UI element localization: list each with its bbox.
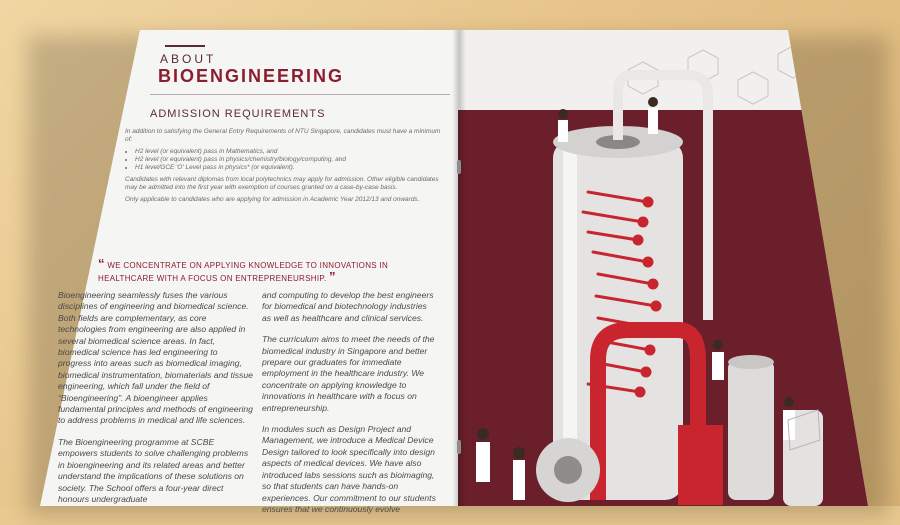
red-vial: [678, 425, 723, 505]
about-rule: [165, 45, 205, 47]
pull-quote: [98, 258, 428, 284]
about-label: ABOUT: [160, 52, 217, 66]
admission-note: Candidates with relevant diplomas from local polytechnics may apply for admission. Other eligible candidates may be admitted into the first year with exemption of courses granted on a case-by-case basis.: [125, 176, 439, 191]
admission-heading: ADMISSION REQUIREMENTS: [150, 108, 326, 120]
body-column-2: [262, 290, 437, 525]
admission-footnote: Only applicable to candidates who are applying for admission in Academic Year 2012/13 and onwards.: [125, 196, 420, 203]
body-paragraph: In modules such as Design Project and Management, we introduce a Medical Device Design tailored to look specifically into design aspects of medical devices. We have also introduced labs sessions such as bioimaging, so that students can have hands-on experiences. Our commitment to our students ensures that we continuously evolve: [262, 424, 436, 514]
staple: [457, 160, 461, 174]
page-title: BIOENGINEERING: [158, 66, 345, 86]
admission-intro: In addition to satisfying the General Entry Requirements of NTU Singapore, candidates must have a minimum of:: [125, 128, 441, 143]
book-gutter: [452, 30, 466, 506]
quote-text: WE CONCENTRATE ON APPLYING KNOWLEDGE TO INNOVATIONS IN HEALTHCARE WITH A FOCUS ON ENTREPRENEURSHIP.: [98, 261, 389, 283]
staple: [457, 440, 461, 454]
quote-close-mark: ”: [329, 269, 336, 284]
admission-item: • H2 level (or equivalent) pass in physics/chemistry/biology/computing, and: [135, 156, 445, 164]
admission-item: • H2 level (or equivalent) pass in Mathematics, and: [135, 148, 445, 156]
admission-text: [125, 128, 445, 208]
body-column-1: [58, 290, 253, 515]
body-paragraph: Bioengineering seamlessly fuses the various disciplines of engineering and biomedical science. Both fields are complementary, as core technologies from engineering are also applied in several biomedical science areas. In fact, biomedical science has led engineering to progress into areas such as biomedical imaging, biomedical instrumentation, biomaterials and tissue engineering, which fall under the field of “Bioengineering”. A bioengineer applies fundamental principles and methods of engineering to address problems in medical and life sciences.: [58, 290, 253, 426]
admission-item: • H1 level/GCE 'O' Level pass in physics* (or equivalent).: [135, 164, 445, 172]
body-paragraph: The Bioengineering programme at SCBE empowers students to solve challenging problems in bioengineering and its related areas and better understand the implications of these solutions on society. The School offers a four-year direct honours undergraduate: [58, 436, 249, 504]
side-tank: [728, 360, 774, 500]
title-divider: [150, 94, 450, 95]
body-paragraph: and computing to develop the best engineers for biomedical and biotechnology industries as well as healthcare and clinical services.: [262, 290, 434, 323]
quote-open-mark: “: [98, 256, 105, 271]
round-machine-core: [554, 456, 582, 484]
body-paragraph: The curriculum aims to meet the needs of the biomedical industry in Singapore and better prepare our graduates for immediate employment in the healthcare industry. We concentrate on applying knowledge to innovations in healthcare with a focus on entrepreneurship.: [262, 334, 435, 413]
admission-list: [125, 148, 445, 172]
side-tank-top: [728, 355, 774, 369]
